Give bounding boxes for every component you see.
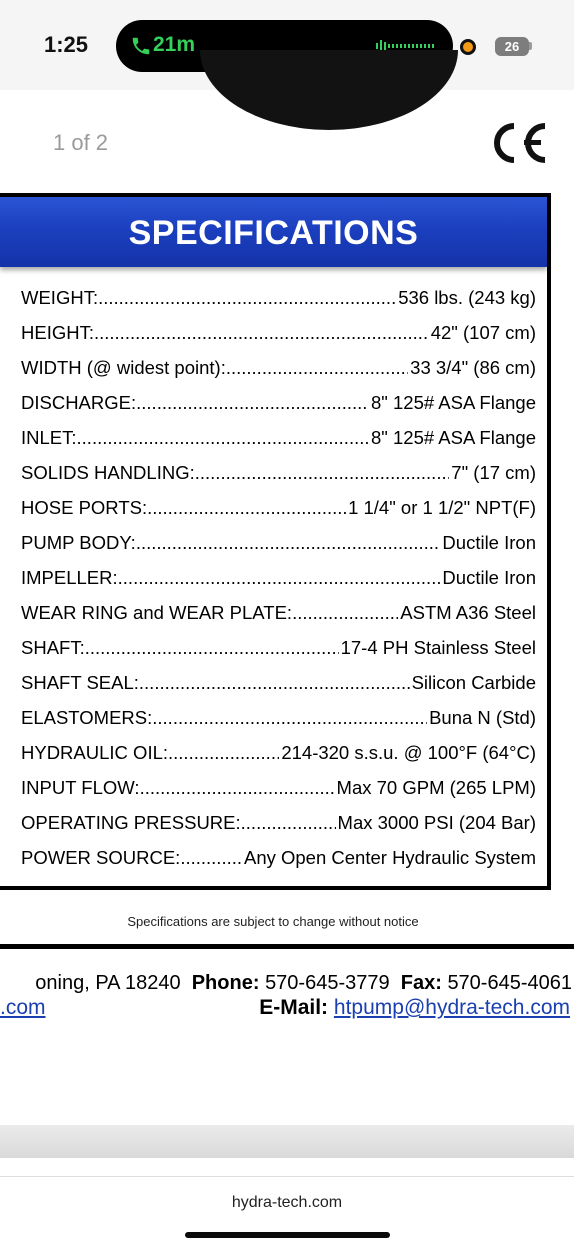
spec-label: INPUT FLOW:: [21, 777, 140, 798]
specifications-header: [0, 197, 547, 267]
spec-label: SHAFT:: [21, 637, 85, 658]
fax-number: 570-645-4061: [447, 972, 572, 994]
spec-label: PUMP BODY:: [21, 532, 136, 553]
email-line: [259, 996, 570, 1020]
spec-value: 7" (17 cm): [451, 462, 536, 483]
contact-address-row: [0, 972, 574, 998]
battery-nub: [529, 42, 532, 50]
specs-disclaimer: Specifications are subject to change without notice: [127, 914, 419, 929]
spec-label: IMPELLER:: [21, 567, 118, 588]
spec-row: [21, 322, 536, 357]
email-label: E-Mail:: [259, 996, 329, 1019]
call-duration: 21m: [153, 33, 196, 56]
spec-leader-dots: [94, 322, 429, 344]
spec-label: WIDTH (@ widest point):: [21, 357, 226, 378]
spec-value: Max 3000 PSI (204 Bar): [337, 812, 536, 833]
spec-leader-dots: [195, 462, 450, 484]
spec-value: 42" (107 cm): [430, 322, 536, 343]
spec-value: 1 1/4" or 1 1/2" NPT(F): [348, 497, 536, 518]
spec-row: [21, 427, 536, 462]
spec-leader-dots: [147, 497, 346, 519]
spec-leader-dots: [118, 567, 441, 589]
spec-leader-dots: [226, 357, 408, 379]
spec-leader-dots: [139, 672, 410, 694]
spec-leader-dots: [152, 707, 427, 729]
spec-leader-dots: [241, 812, 336, 834]
spec-value: 214-320 s.s.u. @ 100°F (64°C): [281, 742, 536, 763]
battery-icon: 26: [495, 37, 529, 56]
spec-value: Max 70 GPM (265 LPM): [336, 777, 536, 798]
spec-value: Silicon Carbide: [411, 672, 536, 693]
spec-value: 33 3/4" (86 cm): [410, 357, 536, 378]
email-link[interactable]: htpump@hydra-tech.com: [333, 996, 570, 1019]
spec-row: [21, 567, 536, 602]
pump-image-fragment: [200, 50, 458, 130]
spec-label: HYDRAULIC OIL:: [21, 742, 169, 763]
clock: 1:25: [44, 32, 89, 57]
spec-label: OPERATING PRESSURE:: [21, 812, 241, 833]
spec-row: [21, 672, 536, 707]
spec-value: Any Open Center Hydraulic System: [243, 847, 536, 868]
spec-row: [21, 637, 536, 672]
browser-bottom-bar: [0, 1176, 574, 1250]
spec-leader-dots: [180, 847, 242, 869]
spec-label: ELASTOMERS:: [21, 707, 153, 728]
spec-leader-dots: [77, 427, 369, 449]
viewer-toolbar-band: [0, 1125, 574, 1158]
spec-value: Ductile Iron: [442, 532, 536, 553]
spec-label: WEIGHT:: [21, 287, 99, 308]
home-indicator[interactable]: [185, 1232, 390, 1238]
spec-row: [21, 532, 536, 567]
spec-row: [21, 357, 536, 392]
contact-links-row: [0, 996, 574, 1024]
website-link[interactable]: .com: [0, 996, 46, 1019]
address-bar[interactable]: hydra-tech.com: [231, 1194, 343, 1211]
spec-leader-dots: [85, 637, 339, 659]
spec-label: INLET:: [21, 427, 77, 448]
spec-row: [21, 742, 536, 777]
spec-leader-dots: [292, 602, 398, 624]
contact-address-inner: [35, 972, 572, 995]
privacy-indicator-dot: [460, 39, 476, 55]
spec-label: HEIGHT:: [21, 322, 94, 343]
spec-leader-dots: [168, 742, 279, 764]
spec-row: [21, 602, 536, 637]
spec-value: ASTM A36 Steel: [400, 602, 536, 623]
specifications-list: [21, 287, 536, 882]
spec-row: [21, 777, 536, 812]
spec-label: WEAR RING and WEAR PLATE:: [21, 602, 293, 623]
spec-row: [21, 392, 536, 427]
spec-label: HOSE PORTS:: [21, 497, 148, 518]
spec-label: POWER SOURCE:: [21, 847, 181, 868]
spec-label: SHAFT SEAL:: [21, 672, 139, 693]
ce-mark-logo: [488, 120, 550, 166]
phone-label: Phone:: [191, 972, 260, 994]
spec-value: Ductile Iron: [442, 567, 536, 588]
fax-label: Fax:: [400, 972, 442, 994]
spec-leader-dots: [98, 287, 396, 309]
specifications-title: SPECIFICATIONS: [128, 214, 419, 252]
spec-label: DISCHARGE:: [21, 392, 137, 413]
spec-leader-dots: [136, 532, 441, 554]
spec-leader-dots: [136, 392, 369, 414]
spec-value: 536 lbs. (243 kg): [398, 287, 536, 308]
spec-leader-dots: [140, 777, 335, 799]
horizontal-rule: [0, 944, 574, 949]
phone-icon: [130, 33, 152, 59]
spec-row: [21, 812, 536, 847]
spec-value: Buna N (Std): [429, 707, 536, 728]
spec-row: [21, 497, 536, 532]
spec-row: [21, 287, 536, 322]
page-counter: 1 of 2: [53, 130, 109, 155]
specifications-box: [0, 193, 551, 890]
spec-value: 8" 125# ASA Flange: [371, 427, 536, 448]
spec-row: [21, 707, 536, 742]
spec-row: [21, 847, 536, 882]
spec-value: 8" 125# ASA Flange: [371, 392, 536, 413]
address-fragment: oning, PA 18240: [35, 972, 181, 994]
spec-value: 17-4 PH Stainless Steel: [340, 637, 536, 658]
phone-number[interactable]: 570-645-3779: [265, 972, 390, 994]
spec-label: SOLIDS HANDLING:: [21, 462, 195, 483]
spec-row: [21, 462, 536, 497]
